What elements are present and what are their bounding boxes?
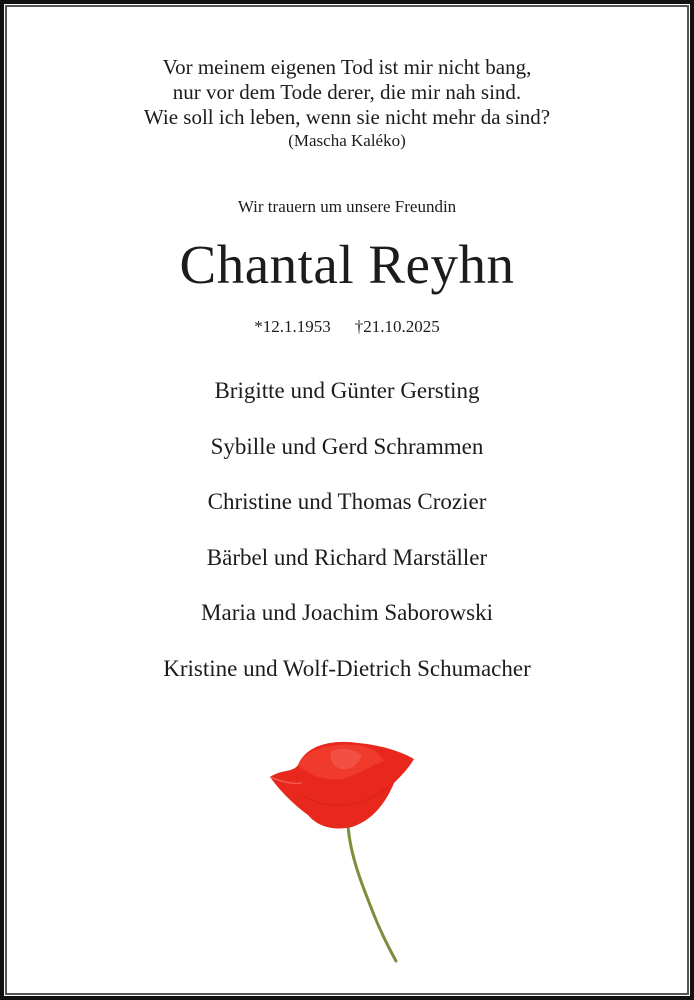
life-dates [0,317,694,337]
mourner-2: Sybille und Gerd Schrammen [210,434,484,459]
mourner-3: Christine und Thomas Crozier [207,489,487,514]
mourner-1: Brigitte und Günter Gersting [214,378,480,403]
poem-line-2: nur vor dem Tode derer, die mir nah sind. [172,80,522,104]
poppy-flower-icon [262,735,422,965]
intro-text: Wir trauern um unsere Freundin [237,197,457,216]
death-date: †21.10.2025 [354,317,440,336]
poem-line-3: Wie soll ich leben, wenn sie nicht mehr da sind? [143,105,551,129]
poem-line-1: Vor meinem eigenen Tod ist mir nicht bang, [162,55,532,79]
mourner-4: Bärbel und Richard Marställer [206,545,488,570]
mourner-6: Kristine und Wolf-Dietrich Schumacher [163,656,531,681]
mourner-5: Maria und Joachim Saborowski [201,600,493,625]
poem-author: (Mascha Kaléko) [288,131,406,150]
birth-date: *12.1.1953 [254,317,331,336]
deceased-name: Chantal Reyhn [179,234,515,295]
